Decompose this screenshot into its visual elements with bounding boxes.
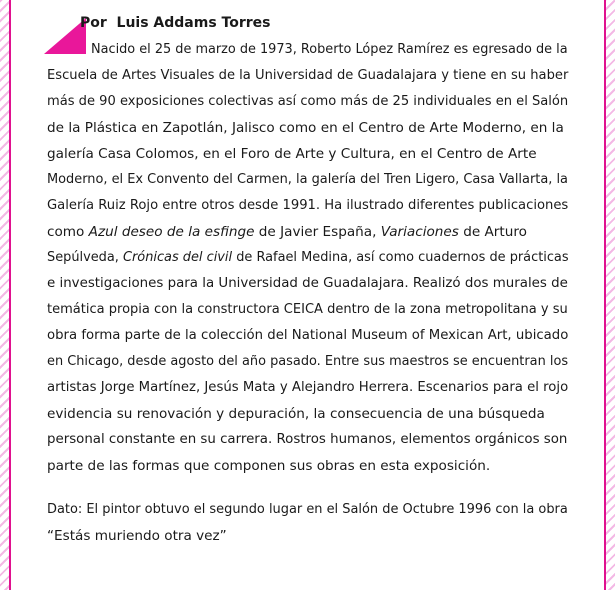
text-segment: de Rafael Medina, así como cuadernos de prácticas (232, 250, 569, 265)
book-title: Azul deseo de la esfinge (88, 224, 255, 240)
article-line: de la Plástica en Zapotlán, Jalisco como en el Centro de Arte Moderno, en la (47, 120, 564, 136)
text-segment: Sepúlveda, (47, 250, 123, 265)
article-line: personal constante en su carrera. Rostros humanos, elementos orgánicos son (47, 432, 568, 447)
byline: Por Luis Addams Torres (80, 15, 271, 31)
article-line: en Chicago, desde agosto del año pasado. Entre sus maestros se encuentran los (47, 354, 569, 369)
article-line: obra forma parte de la colección del National Museum of Mexican Art, ubicado (47, 328, 569, 343)
article-line: galería Casa Colomos, en el Foro de Arte y Cultura, en el Centro de Arte (47, 146, 537, 162)
article-line (47, 222, 527, 242)
article-line: artistas Jorge Martínez, Jesús Mata y Alejandro Herrera. Escenarios para el rojo (47, 380, 569, 395)
article-line: e investigaciones para la Universidad de Guadalajara. Realizó dos murales de (47, 276, 568, 291)
note-line: Dato: El pintor obtuvo el segundo lugar en el Salón de Octubre 1996 con la obra (47, 502, 568, 517)
text-segment: de Arturo (458, 224, 527, 240)
text-segment: como (47, 224, 89, 240)
article-line: Nacido el 25 de marzo de 1973, Roberto López Ramírez es egresado de la (91, 42, 568, 57)
article-line: parte de las formas que componen sus obras en esta exposición. (47, 458, 491, 474)
article-line: evidencia su renovación y depuración, la consecuencia de una búsqueda (47, 406, 545, 422)
article-line: Escuela de Artes Visuales de la Universidad de Guadalajara y tiene en su haber (47, 68, 569, 83)
article-line (47, 248, 569, 268)
article-line: Moderno, el Ex Convento del Carmen, la galería del Tren Ligero, Casa Vallarta, la (47, 172, 568, 187)
book-title: Crónicas del civil (122, 250, 233, 265)
article-line: más de 90 exposiciones colectivas así como más de 25 individuales en el Salón (47, 94, 569, 109)
article-line: temática propia con la constructora CEICA dentro de la zona metropolitana y su (47, 302, 568, 317)
book-title: Variaciones (380, 224, 459, 240)
article-line: Galería Ruiz Rojo entre otros desde 1991. Ha ilustrado diferentes publicaciones (47, 198, 569, 213)
note-line: “Estás muriendo otra vez” (47, 528, 227, 544)
text-segment: de Javier España, (254, 224, 381, 240)
